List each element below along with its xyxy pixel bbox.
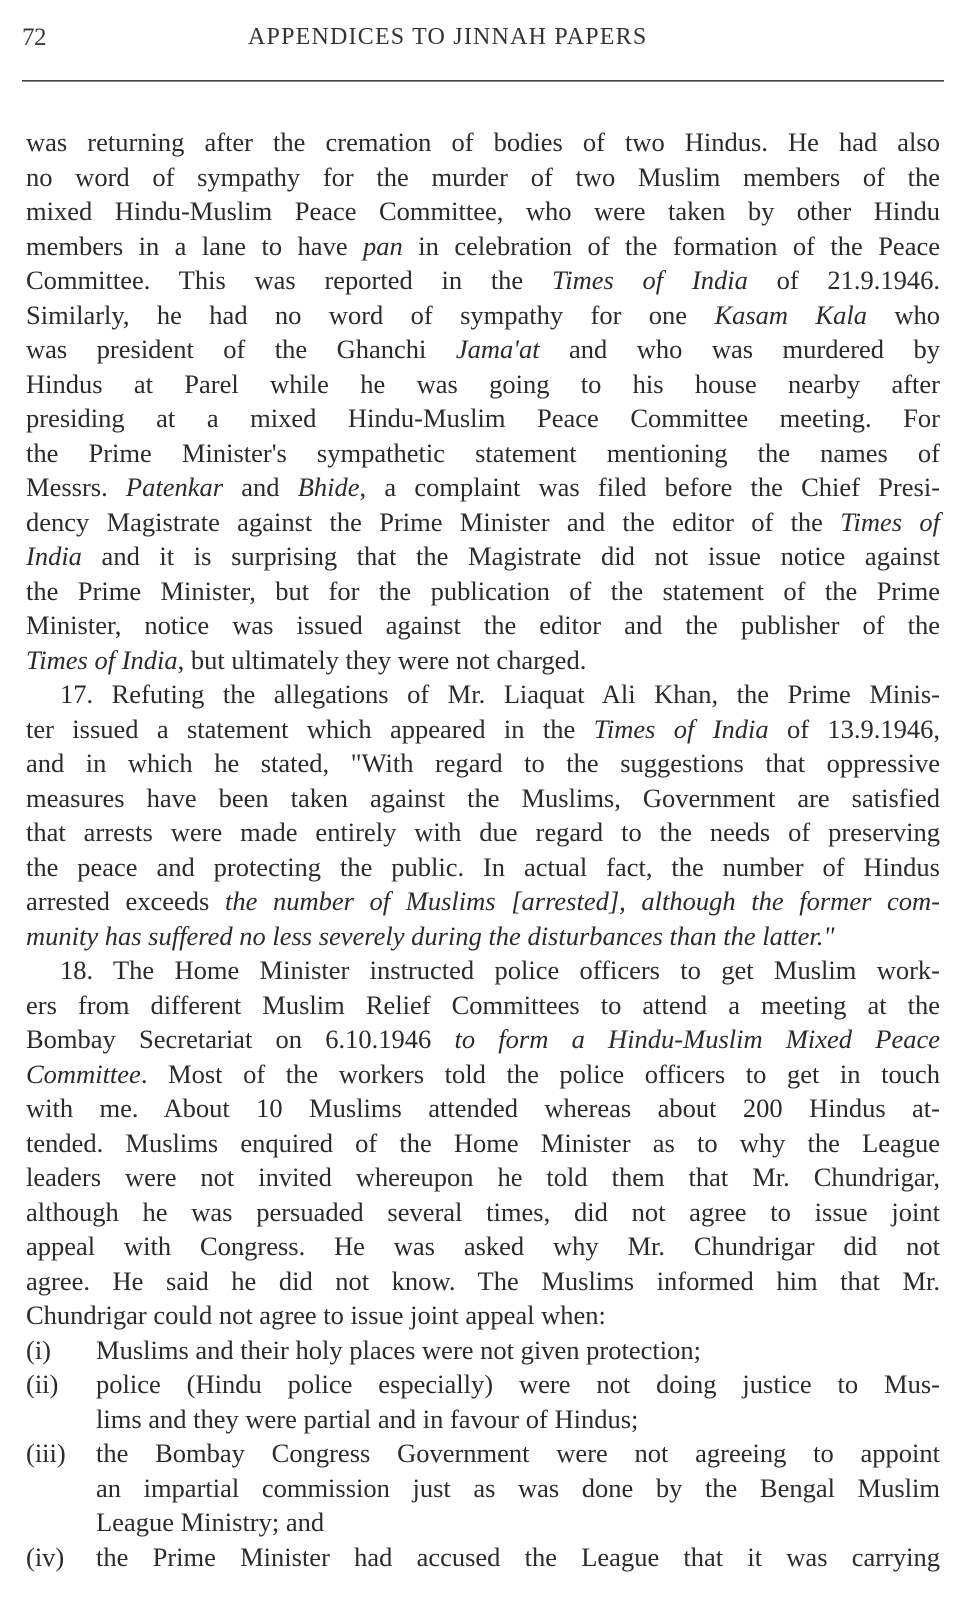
text-run: Bombay Secretariat on 6.10.1946 bbox=[26, 1024, 455, 1054]
text-line: the Prime Minister's sympathetic statement mentioning the names of bbox=[26, 437, 940, 468]
italic-publication: Times of India bbox=[26, 644, 178, 675]
italic-term: Jama'at bbox=[455, 334, 540, 364]
text-line bbox=[26, 263, 940, 298]
list-marker: (i) bbox=[26, 1334, 52, 1365]
text-line: the peace and protecting the public. In actual fact, the number of Hindus bbox=[26, 851, 940, 882]
text-run: members in a lane to have bbox=[26, 230, 364, 261]
text-line: 17. Refuting the allegations of Mr. Liaquat Ali Khan, the Prime Minis- bbox=[60, 679, 940, 709]
text-run: , a complaint was filed before the Chief Presi- bbox=[359, 472, 941, 502]
text-line bbox=[26, 539, 940, 574]
text-run: who bbox=[866, 299, 940, 330]
text-line bbox=[26, 1022, 940, 1057]
text-run: , but ultimately they were not charged. bbox=[177, 644, 587, 675]
text-run: was president of the Ghanchi bbox=[26, 334, 456, 364]
text-line bbox=[26, 1057, 940, 1092]
text-run: of 13.9.1946, bbox=[768, 713, 941, 744]
text-line bbox=[26, 919, 940, 954]
text-run: . Most of the workers told the police officers to get in touch bbox=[140, 1058, 940, 1089]
italic-name: Bhide bbox=[297, 472, 360, 502]
text-line: with me. About 10 Muslims attended whereas about 200 Hindus at- bbox=[26, 1093, 940, 1123]
list-line: lims and they were partial and in favour of Hindus; bbox=[96, 1403, 639, 1434]
list-line: the Prime Minister had accused the League that it was carrying bbox=[96, 1541, 940, 1572]
italic-term: pan bbox=[363, 230, 403, 261]
italic-publication: Times of India bbox=[593, 713, 769, 744]
text-line: measures have been taken against the Muslims, Government are satisfied bbox=[26, 782, 940, 813]
italic-publication: Times of bbox=[840, 506, 941, 537]
text-run: of 21.9.1946. bbox=[747, 265, 941, 295]
text-line: presiding at a mixed Hindu-Muslim Peace Committee meeting. For bbox=[26, 403, 940, 433]
list-line: League Ministry; and bbox=[96, 1507, 325, 1537]
text-run: Committee. This was reported in the bbox=[26, 265, 552, 295]
list-line: an impartial commission just as was done by the Bengal Muslim bbox=[96, 1472, 940, 1503]
text-line: leaders were not invited whereupon he told them that Mr. Chundrigar, bbox=[26, 1162, 940, 1192]
text-run: and who was murdered by bbox=[539, 334, 940, 364]
text-line: that arrests were made entirely with due regard to the needs of preserving bbox=[26, 817, 940, 847]
text-line bbox=[26, 643, 940, 678]
text-run: Similarly, he had no word of sympathy for one bbox=[26, 299, 715, 330]
text-line: mixed Hindu-Muslim Peace Committee, who were taken by other Hindu bbox=[26, 196, 940, 226]
text-run: and it is surprising that the Magistrate did not issue notice against bbox=[81, 541, 940, 571]
text-run: ter issued a statement which appeared in the bbox=[26, 713, 594, 744]
list-item-ii bbox=[26, 1367, 940, 1436]
italic-quote: munity has suffered no less severely during the disturbances than the latter." bbox=[26, 920, 835, 951]
text-run: and bbox=[223, 472, 298, 502]
text-run: in celebration of the formation of the Peace bbox=[402, 230, 940, 261]
enumerated-list bbox=[26, 1333, 940, 1575]
list-item-i bbox=[26, 1333, 940, 1368]
text-line: 18. The Home Minister instructed police officers to get Muslim work- bbox=[60, 955, 940, 985]
text-line: tended. Muslims enquired of the Home Minister as to why the League bbox=[26, 1127, 940, 1158]
text-line bbox=[26, 298, 940, 333]
list-line: police (Hindu police especially) were not doing justice to Mus- bbox=[96, 1369, 940, 1399]
italic-name: Kasam Kala bbox=[714, 299, 867, 330]
list-line: Muslims and their holy places were not given protection; bbox=[96, 1334, 701, 1365]
italic-phrase: to form a Hindu-Muslim Mixed Peace bbox=[454, 1024, 940, 1054]
text-run: dency Magistrate against the Prime Minister and the editor of the bbox=[26, 506, 841, 537]
header-rule bbox=[22, 80, 944, 82]
text-line: and in which he stated, "With regard to the suggestions that oppressive bbox=[26, 748, 940, 778]
text-line: Minister, notice was issued against the editor and the publisher of the bbox=[26, 610, 940, 640]
text-line bbox=[26, 470, 940, 505]
list-marker: (iv) bbox=[26, 1541, 65, 1572]
text-line bbox=[26, 884, 940, 919]
list-item-iv bbox=[26, 1540, 940, 1575]
text-line bbox=[26, 229, 940, 264]
italic-publication: India bbox=[26, 541, 82, 571]
text-line bbox=[26, 505, 940, 540]
paragraph-continuation bbox=[26, 125, 940, 677]
italic-name: Patenkar bbox=[125, 472, 224, 502]
text-line: Hindus at Parel while he was going to his house nearby after bbox=[26, 368, 940, 399]
list-item-iii bbox=[26, 1436, 940, 1540]
italic-publication: Times of India bbox=[551, 265, 748, 295]
text-line: the Prime Minister, but for the publication of the statement of the Prime bbox=[26, 575, 940, 606]
text-run: Messrs. bbox=[26, 472, 126, 502]
text-line: ers from different Muslim Relief Committees to attend a meeting at the bbox=[26, 989, 940, 1020]
italic-quote: the number of Muslims [arrested], although the former com- bbox=[224, 886, 940, 916]
running-head: APPENDICES TO JINNAH PAPERS bbox=[248, 24, 648, 50]
italic-phrase: Committee bbox=[26, 1058, 141, 1089]
text-line: appeal with Congress. He was asked why Mr. Chundrigar did not bbox=[26, 1231, 940, 1261]
body-text bbox=[26, 125, 940, 1574]
text-line bbox=[26, 712, 940, 747]
text-line bbox=[26, 332, 940, 367]
page-number: 72 bbox=[22, 24, 46, 51]
paragraph-17 bbox=[26, 677, 940, 953]
paragraph-18 bbox=[26, 953, 940, 1333]
text-line: no word of sympathy for the murder of two Muslim members of the bbox=[26, 161, 940, 192]
text-run: arrested exceeds bbox=[26, 886, 225, 916]
list-marker: (ii) bbox=[26, 1369, 59, 1399]
text-line: Chundrigar could not agree to issue joint appeal when: bbox=[26, 1300, 606, 1330]
list-line: the Bombay Congress Government were not agreeing to appoint bbox=[96, 1438, 940, 1468]
text-line: was returning after the cremation of bodies of two Hindus. He had also bbox=[26, 127, 940, 157]
text-line: although he was persuaded several times, did not agree to issue joint bbox=[26, 1196, 940, 1227]
text-line: agree. He said he did not know. The Muslims informed him that Mr. bbox=[26, 1265, 940, 1296]
list-marker: (iii) bbox=[26, 1438, 66, 1468]
